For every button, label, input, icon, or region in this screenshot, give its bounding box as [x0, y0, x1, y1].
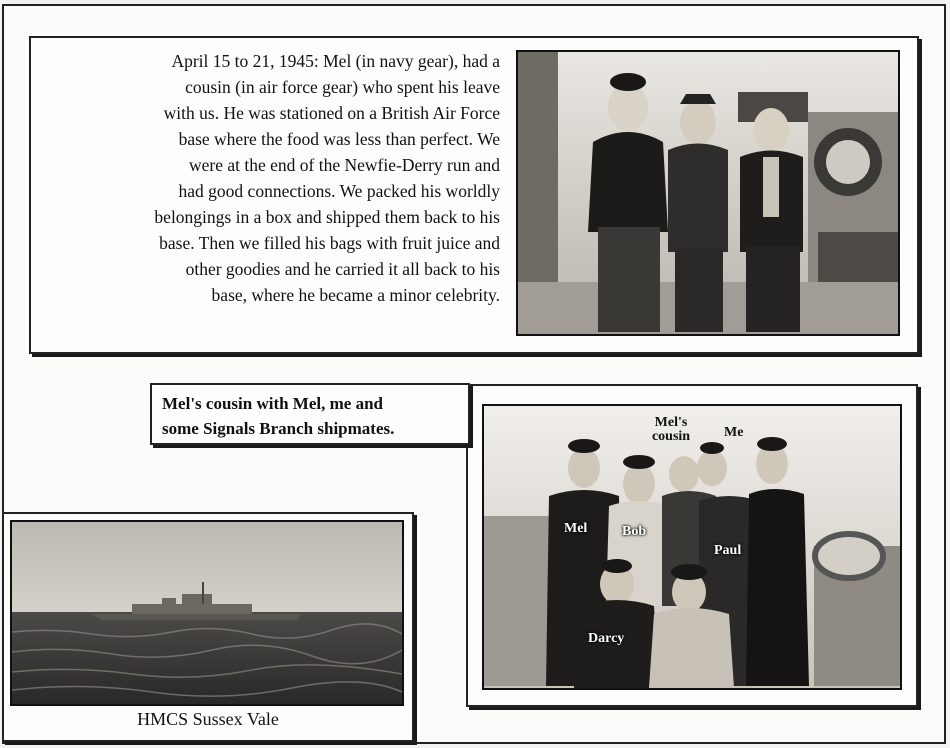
- label-paul: Paul: [714, 543, 742, 558]
- story-line: base. Then we filled his bags with fruit juice and: [159, 233, 500, 253]
- label-line: cousin: [651, 429, 691, 444]
- three-men-photo: [516, 50, 900, 336]
- label-bob: Bob: [622, 524, 647, 539]
- group-photo: [482, 404, 902, 690]
- group-caption-line: Mel's cousin with Mel, me and: [162, 394, 383, 413]
- story-line: April 15 to 21, 1945: Mel (in navy gear), had a: [171, 51, 500, 71]
- ship-caption: HMCS Sussex Vale: [137, 709, 279, 729]
- label-mels-cousin: [644, 416, 698, 444]
- label-mel: Mel: [564, 521, 588, 536]
- label-me: Me: [724, 425, 744, 440]
- story-line: cousin (in air force gear) who spent his leave: [185, 77, 500, 97]
- story-line: base where the food was less than perfect. We: [178, 129, 500, 149]
- group-caption: [162, 391, 394, 441]
- story-line: with us. He was stationed on a British Air Force: [163, 103, 500, 123]
- group-caption-line: some Signals Branch shipmates.: [162, 419, 395, 438]
- label-darcy: Darcy: [588, 631, 625, 646]
- story-text: [62, 48, 500, 308]
- ship-photo: [10, 520, 404, 706]
- story-line: base, where he became a minor celebrity.: [211, 285, 500, 305]
- story-line: other goodies and he carried it all back to his: [185, 259, 500, 279]
- story-line: had good connections. We packed his worldly: [178, 181, 500, 201]
- story-line: were at the end of the Newfie-Derry run and: [189, 155, 500, 175]
- label-line: Mel's: [654, 415, 688, 430]
- story-line: belongings in a box and shipped them back to his: [154, 207, 500, 227]
